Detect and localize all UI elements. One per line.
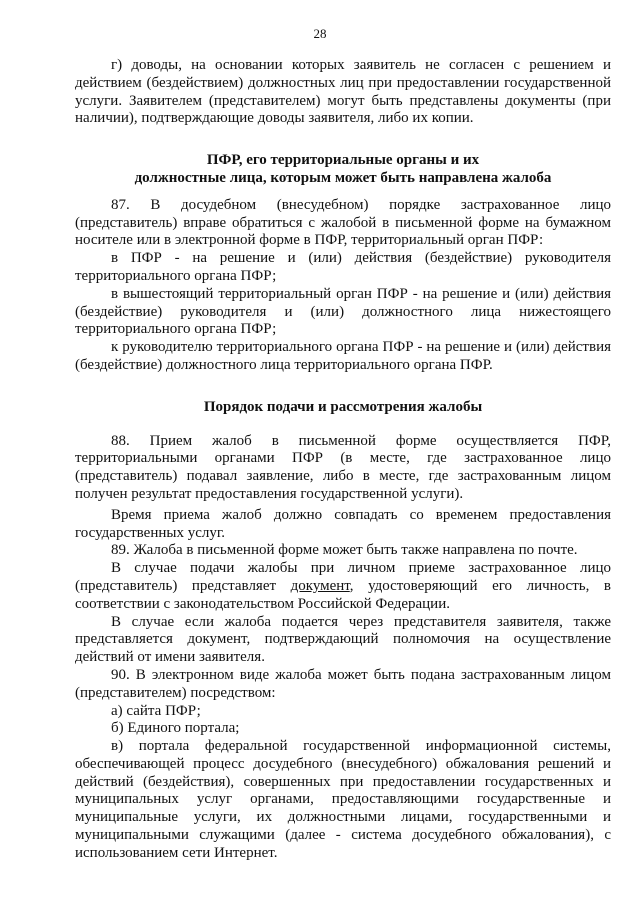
paragraph-89-representative: В случае если жалоба подается через представителя заявителя, также представляется документ, подтверждающий полномочия на осуществление действий от имени заявителя. [75,613,611,666]
list-item-b: б) Единого портала; [111,720,240,737]
section-heading-pfr-bodies [75,152,611,188]
paragraph-g-arguments: г) доводы, на основании которых заявитель не согласен с решением и действием (бездействием) должностных лиц при предоставлении государственной услуги. Заявителем (представителем) могут быть представлены документы (при наличии), подтверждающие доводы заявителя, либо их копии. [75,57,611,127]
text-run: , удостоверяющий его личность, в соответствии с законодательством Российской Федерации. [75,577,612,612]
section-heading-procedure [75,399,611,417]
heading-line: Порядок подачи и рассмотрения жалобы [203,398,483,415]
page-number: 28 [313,26,327,41]
heading-line: должностные лица, которым может быть направлена жалоба [134,169,552,186]
paragraph-87-pfr: в ПФР - на решение и (или) действия (бездействие) руководителя территориального органа ПФР; [75,250,611,284]
paragraph-89: 89. Жалоба в письменной форме может быть также направлена по почте. [111,542,578,559]
paragraph-89-personal [75,560,611,613]
paragraph-88: 88. Прием жалоб в письменной форме осуществляется ПФР, территориальными органами ПФР (в месте, где застрахованное лицо (представитель) подавал заявление, либо в месте, где застрахованным лицом получен результат предоставления государственной услуги). [75,432,611,502]
text-run: В случае подачи жалобы при личном приеме застрахованное лицо (представитель) представляет [75,560,611,594]
list-item-a: а) сайта ПФР; [111,702,201,719]
heading-line: ПФР, его территориальные органы и их [206,152,480,169]
list-item-v: в) портала федеральной государственной информационной системы, обеспечивающей процесс досудебного (внесудебного) обжалования решений и действий (бездействия), совершенных при предоставлении государственных и муниципальных услуг органами, предоставляющими государственные и муниципальные услуги, их должностными лицами, государственными и муниципальными служащими (далее - система досудебного обжалования), с использованием сети Интернет. [75,738,611,861]
paragraph-90: 90. В электронном виде жалоба может быть подана застрахованным лицом (представителем) посредством: [75,666,611,701]
paragraph-87-head: к руководителю территориального органа ПФР - на решение и (или) действия (бездействие) должностного лица территориального органа ПФР. [75,339,611,373]
document-body [75,57,611,863]
document-link[interactable]: документ [290,577,350,594]
paragraph-88-time: Время приема жалоб должно совпадать со временем предоставления государственных услуг. [75,506,611,541]
paragraph-87-higher-body: в вышестоящий территориальный орган ПФР - на решение и (или) действия (бездействие) руководителя и (или) должностного лица нижестоящего территориального органа ПФР; [75,285,611,338]
paragraph-87: 87. В досудебном (внесудебном) порядке застрахованное лицо (представитель) вправе обратиться с жалобой в письменной форме на бумажном носителе или в электронной форме в ПФР, территориальный орган ПФР: [75,196,611,249]
